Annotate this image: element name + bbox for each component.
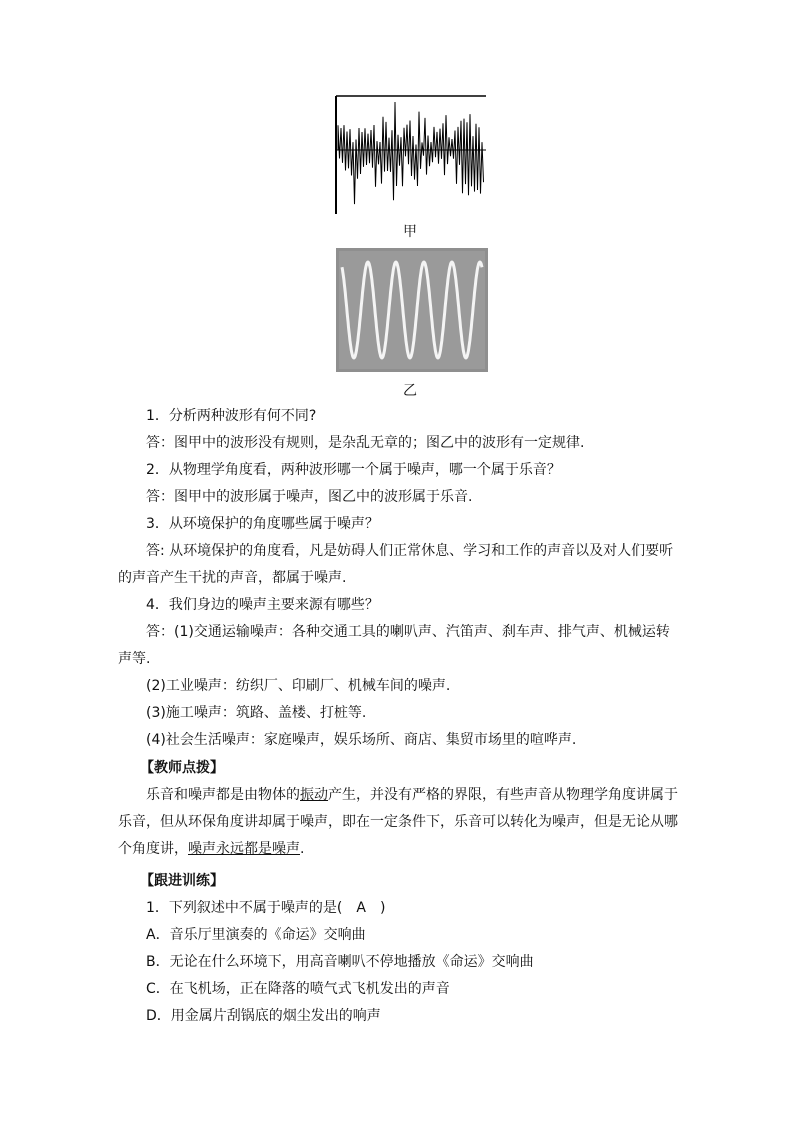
teacher-tip-line-1-post: 产生，并没有严格的界限，有些声音从物理学角度讲属于 xyxy=(328,787,678,803)
noise-waveform-figure xyxy=(332,94,488,216)
teacher-tip-underline-conclusion: 噪声永远都是噪声 xyxy=(188,841,300,857)
tone-waveform-figure xyxy=(336,248,488,372)
teacher-tip-line-3 xyxy=(118,839,304,859)
noise-figure-caption: 甲 xyxy=(403,224,417,240)
answer-4-line-1: 答：(1)交通运输噪声：各种交通工具的喇叭声、汽笛声、刹车声、排气声、机械运转 xyxy=(146,624,670,640)
teacher-tip-heading: 【教师点拨】 xyxy=(140,760,224,776)
noise-source-social: (4)社会生活噪声：家庭噪声，娱乐场所、商店、集贸市场里的喧哗声. xyxy=(146,732,577,748)
teacher-tip-underline-vibration: 振动 xyxy=(300,787,328,803)
teacher-tip-line-1-pre: 乐音和噪声都是由物体的 xyxy=(146,787,300,803)
noise-waveform-line xyxy=(338,102,484,204)
question-1: 1．分析两种波形有何不同? xyxy=(146,408,317,424)
question-4: 4．我们身边的噪声主要来源有哪些？ xyxy=(146,597,379,613)
answer-3-line-2: 的声音产生干扰的声音，都属于噪声. xyxy=(118,570,347,586)
teacher-tip-line-2: 乐音，但从环保角度讲却属于噪声，即在一定条件下，乐音可以转化为噪声，但是无论从哪 xyxy=(118,814,678,830)
answer-2: 答：图甲中的波形属于噪声，图乙中的波形属于乐音. xyxy=(146,489,473,505)
tone-figure-caption: 乙 xyxy=(403,383,417,399)
teacher-tip-line-3-pre: 个角度讲， xyxy=(118,841,188,857)
question-2: 2．从物理学角度看，两种波形哪一个属于噪声，哪一个属于乐音？ xyxy=(146,462,561,478)
noise-source-construction: (3)施工噪声：筑路、盖楼、打桩等. xyxy=(146,705,367,721)
practice-option-d: D．用金属片刮锅底的烟尘发出的响声 xyxy=(146,1008,381,1024)
answer-3-line-1: 答: 从环境保护的角度看，凡是妨碍人们正常休息、学习和工作的声音以及对人们要听 xyxy=(146,543,674,559)
practice-option-c: C．在飞机场，正在降落的喷气式飞机发出的声音 xyxy=(146,981,450,997)
answer-1: 答：图甲中的波形没有规则，是杂乱无章的；图乙中的波形有一定规律. xyxy=(146,435,585,451)
practice-question: 1．下列叙述中不属于噪声的是( A ) xyxy=(146,900,386,916)
noise-source-industrial: (2)工业噪声：纺织厂、印刷厂、机械车间的噪声. xyxy=(146,678,451,694)
answer-4-line-2: 声等. xyxy=(118,651,151,667)
teacher-tip-line-3-post: . xyxy=(300,841,305,857)
practice-option-a: A．音乐厅里演奏的《命运》交响曲 xyxy=(146,927,366,943)
practice-option-b: B．无论在什么环境下，用高音喇叭不停地播放《命运》交响曲 xyxy=(146,954,534,970)
question-3: 3．从环境保护的角度哪些属于噪声？ xyxy=(146,516,379,532)
teacher-tip-line-1 xyxy=(146,785,678,805)
practice-heading: 【跟进训练】 xyxy=(140,873,224,889)
